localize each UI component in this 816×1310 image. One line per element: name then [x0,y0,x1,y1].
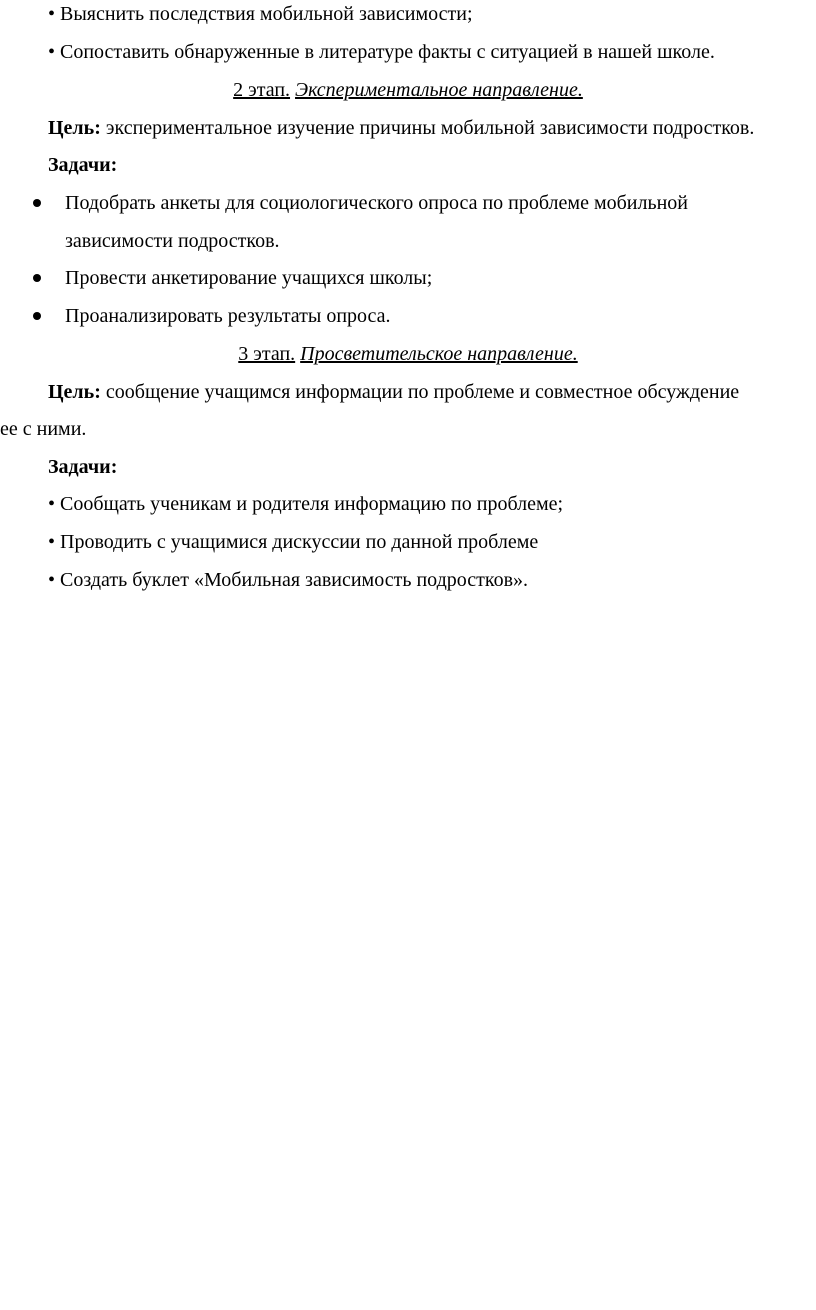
stage3-goal-label: Цель: [48,381,101,403]
bullet-dot-icon [33,312,41,320]
bullet-dot-icon [33,199,41,207]
stage3-label: 3 этап. [238,343,296,365]
stage2-task-1: Подобрать анкеты для социологического опроса по проблеме мобильной [65,192,688,214]
stage3-tasks-colon: : [110,456,118,478]
intro-bullet-1: • Выяснить последствия мобильной зависимости; [48,3,473,25]
stage2-task-2: Провести анкетирование учащихся школы; [65,267,433,289]
stage2-heading [0,78,816,102]
stage3-task-1: • Сообщать ученикам и родителя информацию по проблеме; [48,493,564,515]
stage2-title: Экспериментальное направление. [295,79,583,101]
stage2-goal [48,116,754,140]
bullet-dot-icon [33,274,41,282]
stage3-goal [48,380,739,404]
stage2-task-3: Проанализировать результаты опроса. [65,305,391,327]
stage3-goal-text: сообщение учащимся информации по проблеме и совместное обсуждение [100,381,740,403]
stage3-title: Просветительское направление. [300,343,578,365]
stage3-task-2: • Проводить с учащимися дискуссии по данной проблеме [48,531,539,553]
stage3-heading [0,342,816,366]
stage3-goal-cont: ее с ними. [0,418,87,440]
stage3-tasks-label [48,455,117,479]
stage2-goal-label: Цель: [48,117,101,139]
stage2-task-1-cont: зависимости подростков. [65,230,280,252]
stage2-tasks-label: Задачи: [48,154,118,176]
intro-bullet-2: • Сопоставить обнаруженные в литературе факты с ситуацией в нашей школе. [48,41,715,63]
stage2-label: 2 этап. [233,79,291,101]
stage3-task-3: • Создать буклет «Мобильная зависимость подростков». [48,569,529,591]
stage3-tasks-word: Задачи [48,456,111,478]
stage2-goal-text: экспериментальное изучение причины мобильной зависимости подростков. [100,117,755,139]
